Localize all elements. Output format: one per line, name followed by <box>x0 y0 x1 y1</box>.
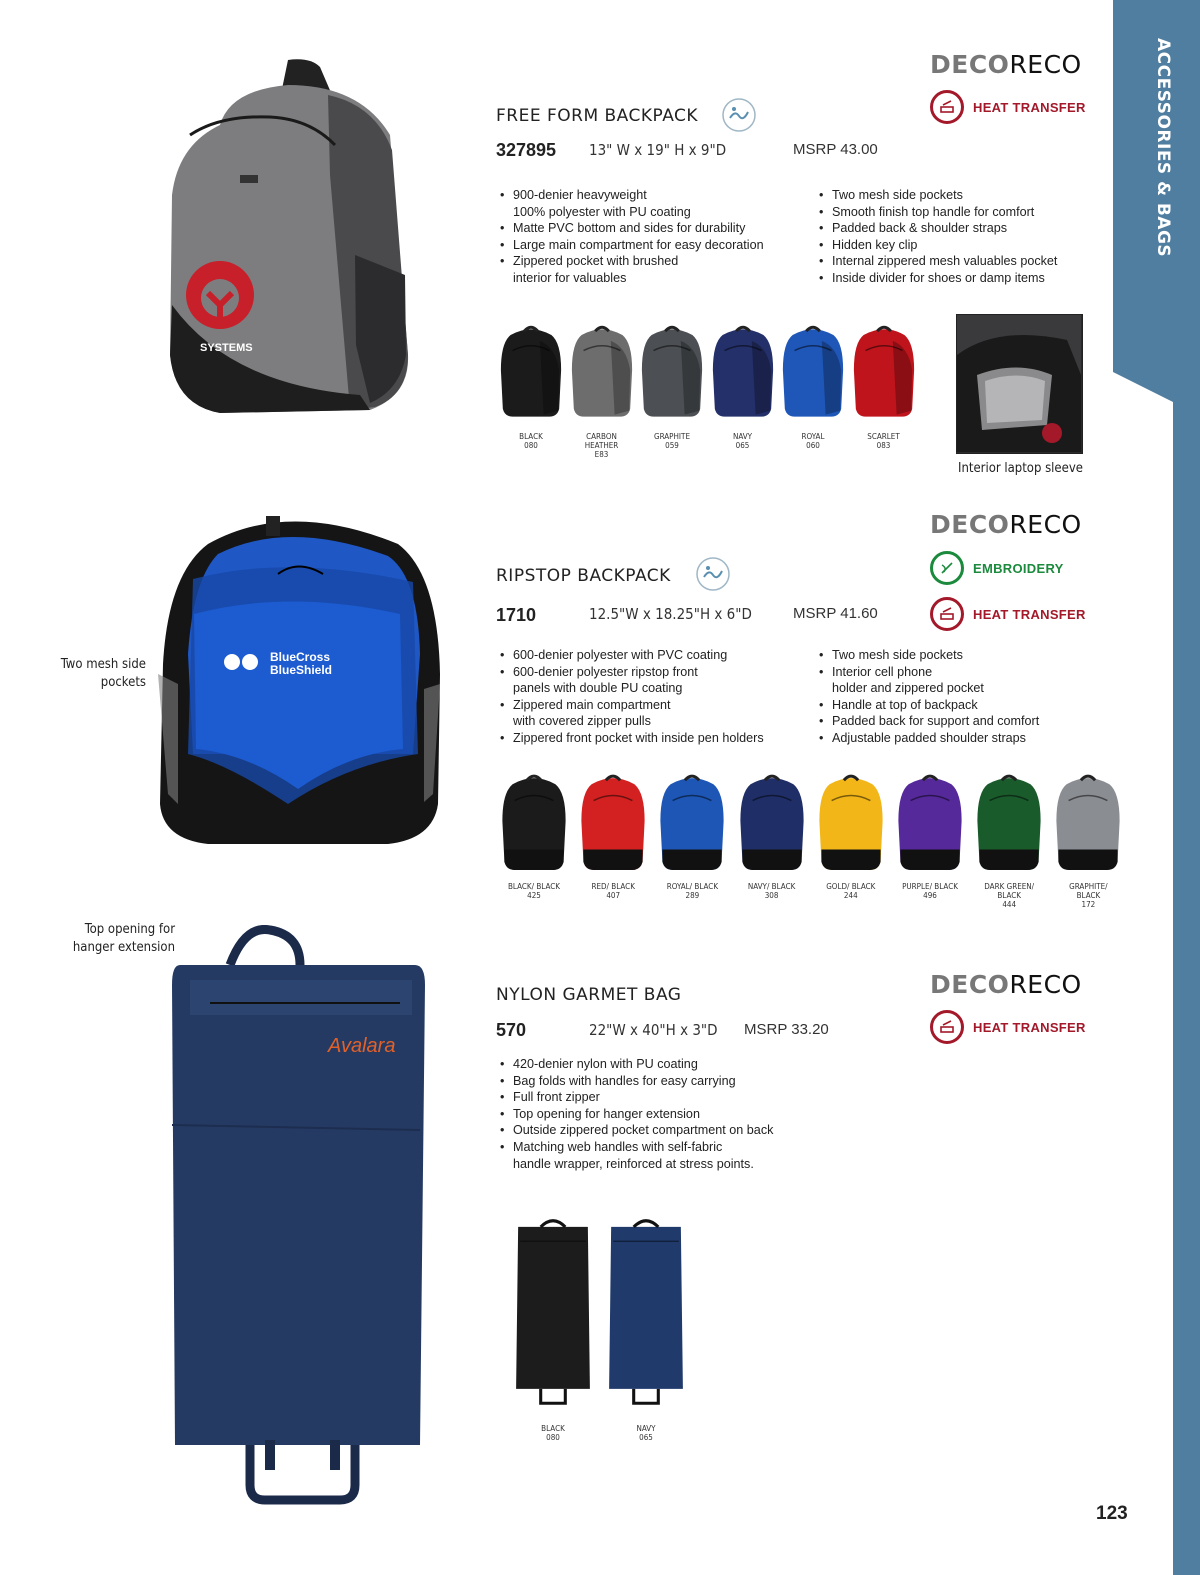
feature-item-continuation: interior for valuables <box>513 270 627 285</box>
feature-item: • Hidden key clip <box>814 237 1104 254</box>
color-code: 080 <box>546 1433 560 1442</box>
feature-item-continuation: with covered zipper pulls <box>513 714 651 729</box>
section-tab-label: ACCESSORIES & BAGS <box>1153 38 1173 258</box>
feature-item: • 600-denier polyester with PVC coating <box>495 647 805 664</box>
color-name: BLACK/ BLACK <box>507 882 561 891</box>
heat-transfer-badge: HEAT TRANSFER <box>930 597 1086 631</box>
heat-transfer-icon <box>930 90 964 124</box>
water-resistant-icon <box>694 555 732 598</box>
free-form-backpack-hero-image <box>160 55 420 420</box>
color-name: BLACK <box>519 432 543 441</box>
color-swatch[interactable] <box>893 770 967 877</box>
feature-item: • Matte PVC bottom and sides for durability <box>495 220 795 237</box>
color-name: NAVY <box>732 432 753 441</box>
product-msrp: MSRP 33.20 <box>744 1021 829 1038</box>
feature-item: • Large main compartment for easy decoration <box>495 237 795 254</box>
decoreco-logo: DECORECO <box>930 970 1082 999</box>
feature-item: • Outside zippered pocket compartment on back <box>495 1122 855 1139</box>
color-name: ROYAL <box>801 432 825 441</box>
color-swatch-label <box>509 432 553 450</box>
feature-item: • 420-denier nylon with PU coating <box>495 1056 855 1073</box>
feature-item-continuation: handle wrapper, reinforced at stress points. <box>513 1156 754 1171</box>
product-title: RIPSTOP BACKPACK <box>496 566 671 586</box>
feature-item-continuation: holder and zippered pocket <box>832 681 984 696</box>
feature-item: • Padded back & shoulder straps <box>814 220 1104 237</box>
color-code: 289 <box>685 891 700 900</box>
color-code: E83 <box>594 450 609 459</box>
product-title: NYLON GARMET BAG <box>496 985 682 1005</box>
decoreco-logo: DECORECO <box>930 50 1082 79</box>
color-code: 059 <box>665 441 679 450</box>
feature-list-left <box>495 647 805 747</box>
color-swatch-label <box>502 882 566 900</box>
feature-item: • Two mesh side pockets <box>814 647 1104 664</box>
feature-item: • Internal zippered mesh valuables pocket <box>814 253 1104 270</box>
interior-laptop-sleeve-image <box>956 314 1083 454</box>
heat-transfer-icon <box>930 1010 964 1044</box>
color-code: 172 <box>1081 900 1096 909</box>
feature-item: • Matching web handles with self-fabric <box>495 1139 855 1156</box>
color-code: 065 <box>735 441 750 450</box>
color-code: 425 <box>527 891 541 900</box>
color-swatch[interactable] <box>638 318 706 427</box>
color-name: NAVY <box>636 1424 656 1433</box>
product-code: 1710 <box>496 605 537 625</box>
page-number: 123 <box>1096 1503 1128 1524</box>
color-swatch-label <box>660 882 724 900</box>
color-name: RED/ BLACK <box>591 882 635 891</box>
feature-item: • Padded back for support and comfort <box>814 713 1104 730</box>
feature-item: • Handle at top of backpack <box>814 697 1104 714</box>
water-resistant-icon <box>720 96 758 139</box>
color-swatch[interactable] <box>1051 770 1125 877</box>
color-swatch[interactable] <box>735 770 809 877</box>
hero-logo-text: BlueCross BlueShield <box>270 650 333 677</box>
color-name: DARK GREEN/ BLACK <box>984 882 1035 900</box>
feature-list-left <box>495 187 795 287</box>
color-code: 407 <box>606 891 621 900</box>
color-swatch[interactable] <box>709 318 777 427</box>
color-swatch-label <box>1056 882 1120 909</box>
color-swatch-label <box>819 882 883 900</box>
product-dimensions: 22"W x 40"H x 3"D <box>589 1021 718 1039</box>
color-swatch[interactable] <box>655 770 729 877</box>
color-code: 065 <box>639 1433 653 1442</box>
heat-transfer-badge: HEAT TRANSFER <box>930 1010 1086 1044</box>
hanger-opening-callout: Top opening for hanger extension <box>72 922 175 955</box>
product-code: 570 <box>496 1020 527 1040</box>
feature-item-continuation: 100% polyester with PU coating <box>513 204 691 219</box>
color-swatch[interactable] <box>512 1212 594 1417</box>
feature-item: • Zippered pocket with brushed <box>495 253 795 270</box>
color-swatch[interactable] <box>568 318 636 427</box>
feature-item: • Full front zipper <box>495 1089 855 1106</box>
color-code: 496 <box>923 891 937 900</box>
color-swatch[interactable] <box>605 1212 687 1417</box>
color-code: 444 <box>1002 900 1017 909</box>
color-swatch[interactable] <box>814 770 888 877</box>
color-name: GRAPHITE/ BLACK <box>1069 882 1108 900</box>
product-title: FREE FORM BACKPACK <box>496 106 699 126</box>
color-name: GRAPHITE <box>654 432 690 441</box>
svg-text:SYSTEMS: SYSTEMS <box>200 342 253 354</box>
feature-item: • Two mesh side pockets <box>814 187 1104 204</box>
color-swatch-label <box>521 1424 585 1442</box>
product-code: 327895 <box>496 140 557 160</box>
color-swatch[interactable] <box>972 770 1046 877</box>
svg-text:Avalara: Avalara <box>328 1035 396 1057</box>
color-name: SCARLET <box>867 432 900 441</box>
color-swatch-label <box>740 882 804 900</box>
color-swatch[interactable] <box>779 318 847 427</box>
color-name: GOLD/ BLACK <box>826 882 876 891</box>
heat-transfer-badge: HEAT TRANSFER <box>930 90 1086 124</box>
color-swatch-label <box>580 432 624 459</box>
feature-item: • Interior cell phone <box>814 664 1104 681</box>
color-swatch-label <box>721 432 765 450</box>
feature-item: • Top opening for hanger extension <box>495 1106 855 1123</box>
embroidery-icon <box>930 551 964 585</box>
color-swatch[interactable] <box>850 318 918 427</box>
feature-item: • 600-denier polyester ripstop front <box>495 664 805 681</box>
feature-list-right <box>814 187 1104 287</box>
color-name: BLACK <box>541 1424 565 1433</box>
product-dimensions: 13" W x 19" H x 9"D <box>589 141 727 159</box>
color-swatch-label <box>791 432 835 450</box>
feature-item: • Inside divider for shoes or damp items <box>814 270 1104 287</box>
color-swatch-label <box>977 882 1041 909</box>
feature-item: • 900-denier heavyweight <box>495 187 795 204</box>
color-name: CARBON HEATHER <box>584 432 619 450</box>
color-name: NAVY/ BLACK <box>747 882 796 891</box>
color-swatch-label <box>650 432 694 450</box>
color-swatch-label <box>862 432 906 450</box>
heat-transfer-icon <box>930 597 964 631</box>
product-msrp: MSRP 41.60 <box>793 605 878 622</box>
mesh-pockets-callout: Two mesh side pockets <box>60 657 146 690</box>
embroidery-badge: EMBROIDERY <box>930 551 1064 585</box>
feature-list-right <box>814 647 1104 747</box>
feature-item: • Zippered main compartment <box>495 697 805 714</box>
color-code: 083 <box>876 441 891 450</box>
color-name: PURPLE/ BLACK <box>902 882 958 891</box>
color-code: 060 <box>806 441 820 450</box>
color-swatch[interactable] <box>497 318 565 427</box>
feature-list <box>495 1056 855 1172</box>
color-swatch[interactable] <box>576 770 650 877</box>
color-code: 244 <box>843 891 858 900</box>
color-swatch-label <box>581 882 645 900</box>
product-dimensions: 12.5"W x 18.25"H x 6"D <box>589 605 752 623</box>
inset-caption: Interior laptop sleeve <box>958 461 1083 476</box>
color-swatch-label <box>614 1424 678 1442</box>
color-swatch-label <box>898 882 962 900</box>
color-code: 308 <box>764 891 779 900</box>
garment-bag-hero-image <box>150 925 445 1525</box>
feature-item: • Bag folds with handles for easy carrying <box>495 1073 855 1090</box>
color-name: ROYAL/ BLACK <box>666 882 719 891</box>
color-code: 080 <box>524 441 538 450</box>
feature-item: • Smooth finish top handle for comfort <box>814 204 1104 221</box>
product-msrp: MSRP 43.00 <box>793 141 878 158</box>
feature-item-continuation: panels with double PU coating <box>513 681 683 696</box>
feature-item: • Adjustable padded shoulder straps <box>814 730 1104 747</box>
decoreco-logo: DECORECO <box>930 510 1082 539</box>
color-swatch[interactable] <box>497 770 571 877</box>
feature-item: • Zippered front pocket with inside pen holders <box>495 730 805 747</box>
